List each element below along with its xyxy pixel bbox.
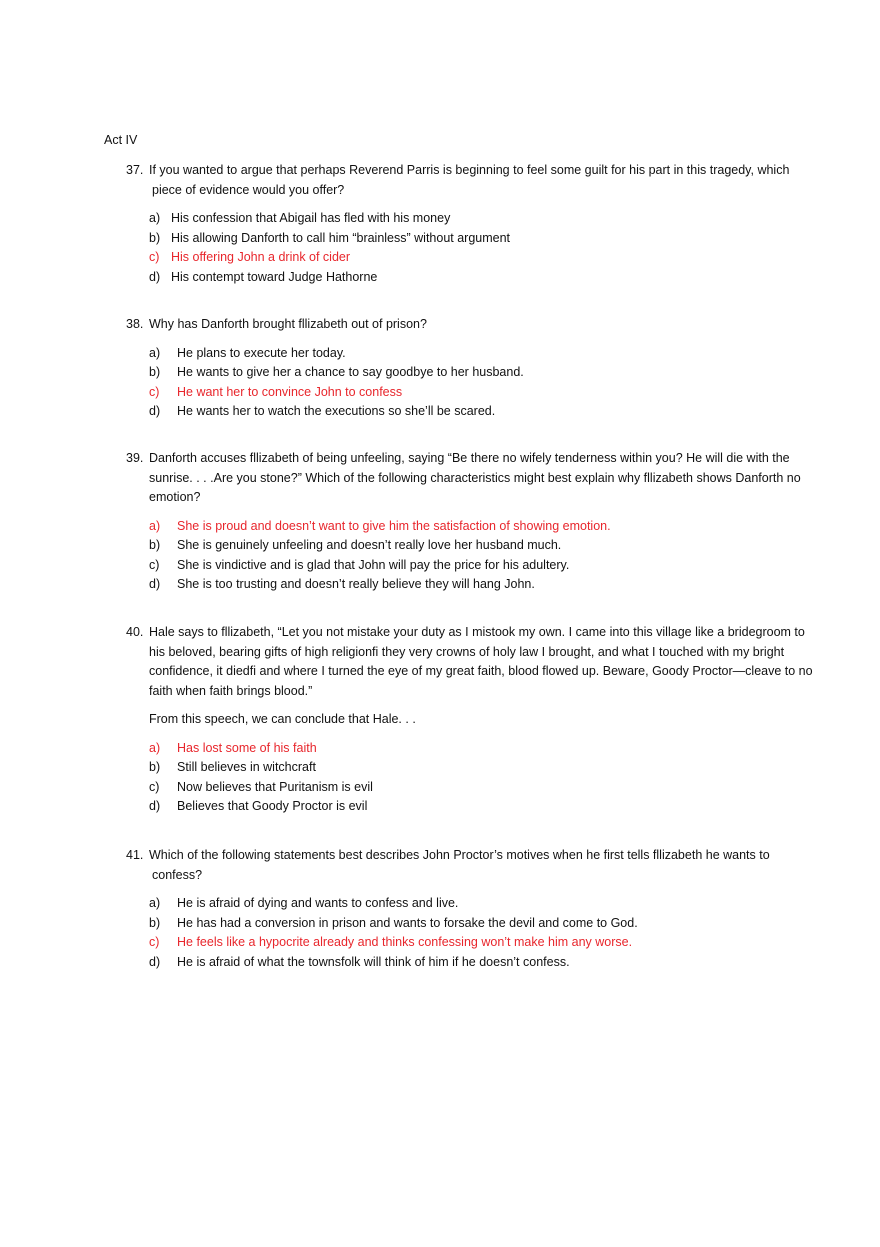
answer-option-d [149,402,826,422]
answer-option-a [149,344,826,364]
answer-option-d [149,268,826,288]
option-letter: d) [149,799,161,813]
answer-option-a-correct [149,517,826,537]
option-letter: d) [149,404,161,418]
answer-option-b [149,229,826,249]
answer-option-d [149,953,826,973]
option-letter: d) [149,269,161,284]
option-text: She is genuinely unfeeling and doesn’t really love her husband much. [177,538,562,552]
option-letter: a) [149,345,161,360]
option-letter: b) [149,230,161,245]
answer-option-b [149,363,826,383]
answer-option-b [149,536,826,556]
option-letter: a) [149,740,161,755]
question-text-line: If you wanted to argue that perhaps Reverend Parris is beginning to feel some guilt for his part in this tragedy, which [149,163,790,177]
option-text: His allowing Danforth to call him “brainless” without argument [171,230,511,245]
question-text-line: Hale says to ﬂlizabeth, “Let you not mistake your duty as I mistook my own. I came into this village like a bridegroom to [149,625,805,639]
option-text: She is vindictive and is glad that John will pay the price for his adultery. [177,557,570,572]
option-text: He plans to execute her today. [177,345,346,360]
question-text-line: confidence, it diedﬁ and where I turned the eye of my great faith, blood flowed up. Beware, Goody Proctor—cleave to no [149,664,813,678]
question-text-line: piece of evidence would you offer? [152,182,345,197]
answer-option-b [149,758,826,778]
question-text-line: Why has Danforth brought ﬂlizabeth out of prison? [149,317,427,331]
answer-option-c-correct [149,248,826,268]
option-letter: d) [149,954,161,969]
question-number: 38. [126,317,144,331]
option-text: She is proud and doesn’t want to give him the satisfaction of showing emotion. [177,518,611,533]
option-text: Still believes in witchcraft [177,760,316,774]
option-text: His offering John a drink of cider [171,250,351,264]
option-text: He want her to convince John to confess [177,384,403,399]
question-37 [126,161,826,287]
option-text: She is too trusting and doesn’t really believe they will hang John. [177,577,535,591]
question-38 [126,315,826,422]
question-number: 37. [126,163,144,177]
option-letter: b) [149,760,161,774]
question-text-line: Danforth accuses ﬂlizabeth of being unfeeling, saying “Be there no wifely tenderness within you? He will die with the [149,451,790,465]
answer-option-d [149,797,826,817]
question-number: 40. [126,625,144,639]
option-text: He wants to give her a chance to say goodbye to her husband. [177,365,524,379]
option-letter: c) [149,384,160,399]
question-number: 39. [126,451,144,465]
option-text: He has had a conversion in prison and wants to forsake the devil and come to God. [177,915,638,930]
option-text: He is afraid of dying and wants to confess and live. [177,896,459,910]
answer-option-c [149,778,826,798]
option-letter: a) [149,896,161,910]
option-text: Has lost some of his faith [177,740,317,755]
question-number: 41. [126,848,144,862]
option-letter: d) [149,577,161,591]
question-text-line: confess? [152,867,203,882]
question-lead-in: From this speech, we can conclude that Hale. . . [149,712,416,726]
answer-option-a-correct [149,739,826,759]
option-letter: b) [149,915,161,930]
option-text: He feels like a hypocrite already and thinks confessing won’t make him any worse. [177,935,633,949]
question-text-line: faith when faith brings blood.” [149,683,313,698]
option-letter: b) [149,365,161,379]
answer-option-d [149,575,826,595]
question-41 [126,846,826,972]
option-text: He is afraid of what the townsfolk will think of him if he doesn’t confess. [177,954,570,969]
option-text: Now believes that Puritanism is evil [177,779,373,794]
answer-option-a [149,894,826,914]
option-letter: a) [149,518,161,533]
question-text-line: sunrise. . . .Are you stone?” Which of the following characteristics might best explain why ﬂlizabeth shows Danforth no [149,470,801,485]
option-letter: c) [149,779,160,794]
question-text-line: Which of the following statements best describes John Proctor’s motives when he first tells ﬂlizabeth he wants to [149,848,770,862]
answer-option-a [149,209,826,229]
question-39 [126,449,826,595]
question-40 [126,623,826,817]
option-text: He wants her to watch the executions so she’ll be scared. [177,404,496,418]
option-text: Believes that Goody Proctor is evil [177,799,368,813]
answer-option-c [149,556,826,576]
question-text-line: his beloved, bearing gifts of high religionﬁ they very crowns of holy law I brought, and what I touched with my bright [149,644,785,659]
section-title: Act IV [104,133,138,147]
option-letter: a) [149,211,161,225]
option-letter: c) [149,557,160,572]
question-text-line: emotion? [149,490,201,504]
option-letter: c) [149,935,160,949]
answer-option-c-correct [149,383,826,403]
option-text: His confession that Abigail has fled with his money [171,211,451,225]
option-letter: b) [149,538,161,552]
option-text: His contempt toward Judge Hathorne [171,269,378,284]
answer-option-b [149,914,826,934]
option-letter: c) [149,250,160,264]
answer-option-c-correct [149,933,826,953]
